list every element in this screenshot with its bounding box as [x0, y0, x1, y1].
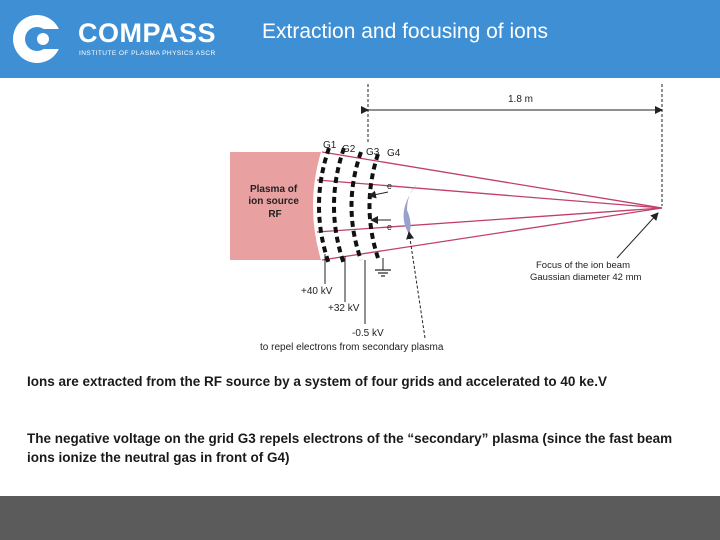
repel-pointer [409, 232, 425, 338]
voltage-label-g1: +40 kV [301, 286, 333, 297]
grid-g4 [370, 154, 379, 258]
footer-bar [0, 496, 720, 540]
logo-subtitle: INSTITUTE OF PLASMA PHYSICS ASCR [79, 50, 216, 57]
compass-logo [10, 8, 245, 68]
slide-title: Extraction and focusing of ions [262, 20, 549, 43]
voltage-label-g3: -0.5 kV [352, 328, 384, 339]
voltage-label-g2: +32 kV [328, 303, 360, 314]
grid-g3 [352, 152, 362, 260]
grid-label-g3: G3 [366, 147, 380, 158]
grid-g2 [334, 148, 344, 264]
grid-label-g2: G2 [342, 144, 356, 155]
repel-note: to repel electrons from secondary plasma [260, 342, 444, 353]
logo-name: COMPASS [78, 18, 217, 48]
compass-logo-icon [10, 12, 68, 66]
ion-extraction-diagram [225, 84, 675, 359]
grid-label-g1: G1 [323, 140, 337, 151]
ground-icon [375, 270, 391, 276]
electron-label-lower: e [387, 222, 393, 232]
secondary-plasma-shape [404, 184, 417, 234]
header-bar [0, 0, 720, 78]
grid-g1 [319, 148, 329, 264]
electron-label-upper: e [387, 181, 393, 191]
body-paragraph-2: The negative voltage on the grid G3 repels electrons of the “secondary” plasma (since the fast beam ions ionize the neutral gas in front of G4) [27, 431, 673, 465]
beam-line-upper [322, 152, 662, 208]
body-paragraph-1: Ions are extracted from the RF source by a system of four grids and accelerated to 40 ke.V [27, 374, 607, 389]
distance-label: 1.8 m [508, 94, 534, 105]
grid-label-g4: G4 [387, 148, 401, 159]
focus-label: Focus of the ion beam Gaussian diameter 42 mm [530, 260, 642, 283]
beam-line-mid-lower [317, 208, 662, 232]
plasma-label: Plasma of ion source RF [248, 184, 299, 220]
focus-arrow [617, 213, 658, 258]
